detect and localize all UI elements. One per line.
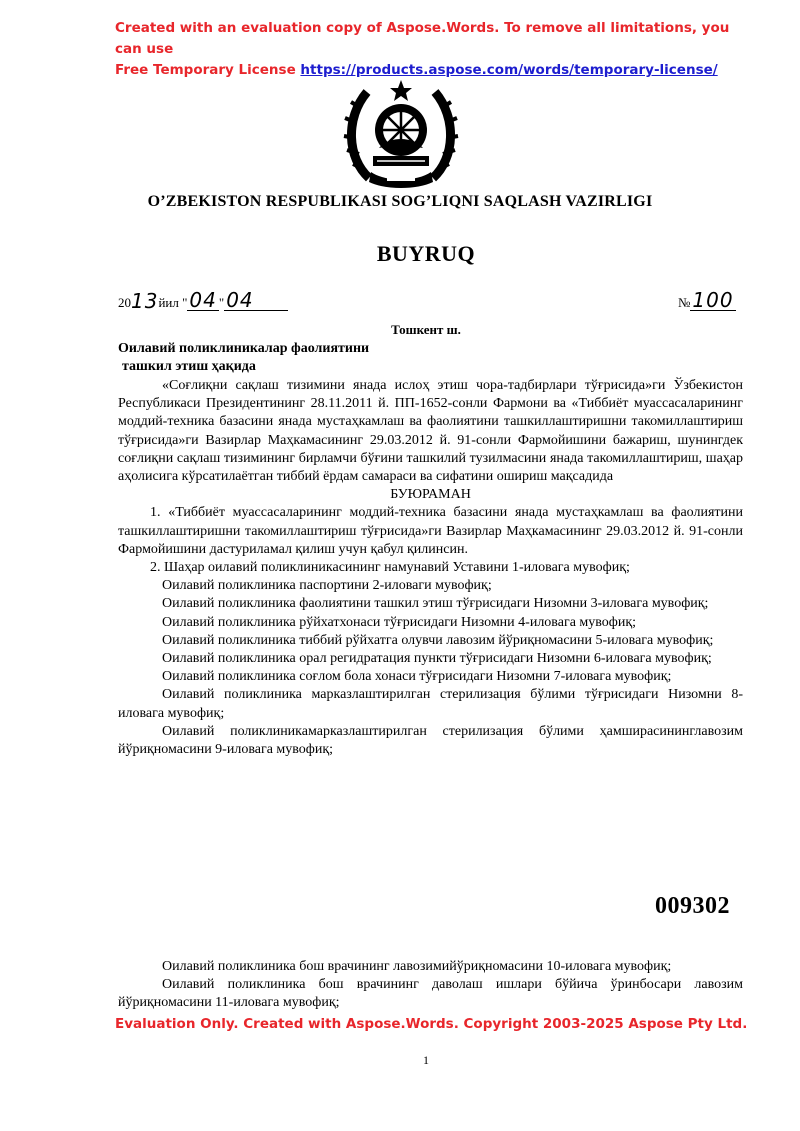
preamble-paragraph: «Соғлиқни сақлаш тизимини янада ислоҳ этиш чора-тадбирлари тўғрисида»ги Ўзбекистон Республикаси Президентининг 28.11.2011 й. ПП-1652-сонли Фармони ва «Тиббиёт муассаcаларининг моддий-техника базасини янада мустаҳкамлаш ва фаолиятини ташкиллаштиришни такомиллаштириш тўғрисида»ги Вазирлар Маҳкамасининг 29.03.2012 й. 91-сонли Фармойишини бажариш, шунингдек соғлиқни сақлаш тизимининг бирламчи бўғини ташкилий тузилмасини янада такомиллаштириш, шаҳар аҳолисига кўрсатилаётган тиббий ёрдам самараси ва сифатини ошириш мақсадида — [118, 378, 743, 485]
clause-item: Оилавий поликлиника бош врачининг лавозимийўриқномасини 10-иловага мувофиқ; — [162, 959, 672, 974]
clause-item: Оилавий поликлиникамарказлаштирилган стерилизация бўлими ҳамширасининглавозим йўриқномасини 9-иловага мувофиқ; — [118, 723, 743, 758]
city: Тошкент ш. — [391, 322, 461, 337]
number-handwritten: 100 — [692, 288, 734, 312]
date-quote: " — [218, 295, 225, 310]
evaluation-banner — [115, 18, 755, 81]
order-body — [118, 377, 743, 759]
order-subject — [118, 340, 518, 376]
order-body-continued — [118, 958, 743, 1013]
clause-item: Оилавий поликлиника тиббий рўйхатга олувчи лавозим йўриқномасини 5-иловага мувофиқ; — [162, 632, 714, 648]
clause-item: Оилавий поликлиника фаолиятини ташкил этиш тўғрисидаги Низомни 3-иловага мувофиқ; — [162, 596, 709, 612]
clause-item: Оилавий поликлиника рўйхатхонаси тўғрисидаги Низомни 4-иловага мувофиқ; — [162, 614, 637, 630]
clause-2: 2. Шаҳар оилавий поликлиникасининг намунавий Уставини 1-иловага мувофиқ; — [150, 560, 630, 576]
year-suffix: йил " — [158, 295, 188, 310]
evaluation-license-text: Free Temporary License — [115, 62, 301, 78]
order-keyword: БУЮРАМАН — [390, 487, 471, 503]
order-date — [118, 283, 288, 311]
clause-item: Оилавий поликлиника паспортини 2-иловаги мувофиқ; — [162, 578, 492, 594]
clause-item: Оилавий поликлиника бош врачининг даволаш ишлари бўйича ўринбосари лавозим йўриқномасини 11-иловага мувофиқ; — [118, 977, 743, 1011]
year-prefix: 20 — [118, 295, 131, 310]
clause-item: Оилавий поликлиника марказлаштирилган стерилизация бўлими тўғрисидаги Низомни 8-иловага мувофиқ; — [118, 687, 743, 721]
document-serial-number: 009302 — [655, 893, 730, 919]
page-number: 1 — [423, 1053, 429, 1067]
ministry-name: O’ZBEKISTON RESPUBLIKASI SOG’LIQNI SAQLASH VAZIRLIGI — [147, 193, 653, 210]
evaluation-footer: Evaluation Only. Created with Aspose.Words. Copyright 2003-2025 Aspose Pty Ltd. — [115, 1016, 748, 1032]
clause-1: 1. «Тиббиёт муассаcаларининг моддий-техника базасини янада мустаҳкамлаш ва фаолиятини ташкиллаштиришни такомиллаштириш тўғрисида»ги Вазирлар Маҳкамасининг 29.03.2012 й. 91-сонли Фармойишини дастуриламал қилиш учун қабул қилинсин. — [118, 505, 743, 557]
subject-line-1: Оилавий поликлиникалар фаолиятини — [118, 341, 370, 356]
day-handwritten: 04 — [189, 288, 217, 312]
clause-item: Оилавий поликлиника орал регидратация пункти тўғрисидаги Низомни 6-иловага мувофиқ; — [162, 651, 712, 667]
order-title: BUYRUQ — [376, 241, 476, 266]
evaluation-line-1: Created with an evaluation copy of Aspose.Words. To remove all limitations, you can use — [115, 20, 730, 57]
order-number — [678, 283, 736, 311]
clause-item: Оилавий поликлиника соғлом бола хонаси тўғрисидаги Низомни 7-иловага мувофиқ; — [162, 669, 672, 685]
year-handwritten: 13 — [131, 289, 159, 313]
state-emblem-icon — [341, 78, 461, 190]
subject-line-2: ташкил этиш ҳақида — [122, 359, 256, 374]
temporary-license-link[interactable]: https://products.aspose.com/words/temporary-license/ — [300, 62, 718, 78]
month-handwritten: 04 — [224, 290, 288, 311]
number-prefix: № — [678, 295, 691, 310]
